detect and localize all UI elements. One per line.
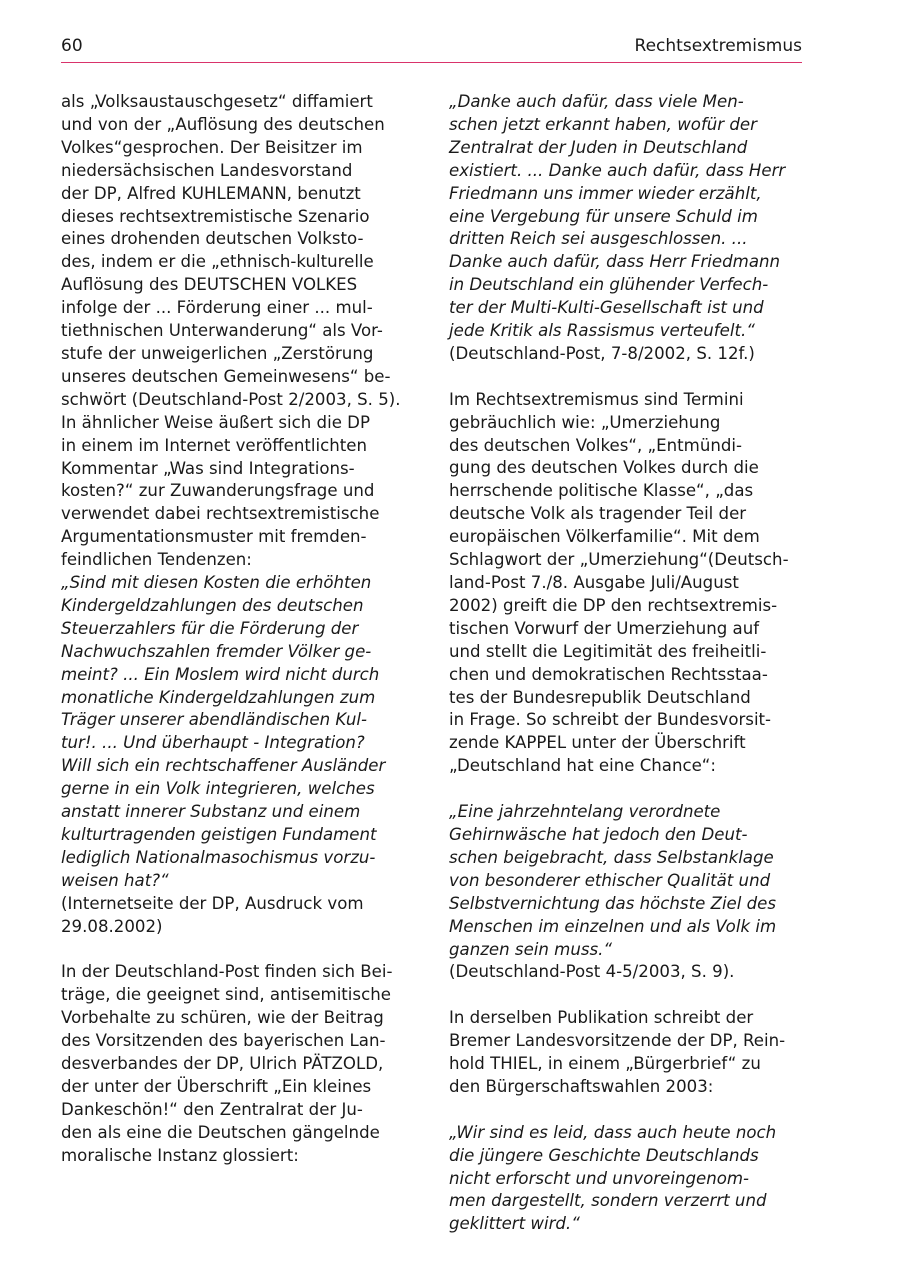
text-line: in Frage. So schreibt der Bundesvorsit- bbox=[449, 710, 772, 730]
text-line: 29.08.2002) bbox=[61, 916, 163, 936]
paragraph-gap bbox=[449, 778, 811, 801]
text-line: dieses rechtsextremistische Szenario bbox=[61, 206, 370, 226]
paragraph-gap bbox=[449, 366, 811, 389]
paragraph bbox=[449, 961, 811, 984]
text-line: gung des deutschen Volkes durch die bbox=[449, 458, 759, 478]
paragraph bbox=[61, 961, 421, 1167]
text-line: den als eine die Deutschen gängelnde bbox=[61, 1122, 380, 1142]
text-line: Volkes“gesprochen. Der Beisitzer im bbox=[61, 137, 363, 157]
text-line: Argumentationsmuster mit fremden- bbox=[61, 527, 367, 547]
text-line: Vorbehalte zu schüren, wie der Beitrag bbox=[61, 1008, 384, 1028]
text-line: ganzen sein muss.“ bbox=[449, 939, 613, 959]
text-line: tischen Vorwurf der Umerziehung auf bbox=[449, 618, 760, 638]
text-line: schen beigebracht, dass Selbstanklage bbox=[449, 847, 774, 867]
text-line: verwendet dabei rechtsextremistische bbox=[61, 504, 380, 524]
text-line: „Danke auch dafür, dass viele Men- bbox=[449, 92, 744, 111]
text-line: träge, die geeignet sind, antisemitische bbox=[61, 985, 391, 1005]
text-line: niedersächsischen Landesvorstand bbox=[61, 160, 353, 180]
text-line: „Wir sind es leid, dass auch heute noch bbox=[449, 1122, 777, 1142]
header-divider bbox=[61, 62, 802, 63]
text-line: der DP, Alfred KUHLEMANN, benutzt bbox=[61, 183, 361, 203]
left-column bbox=[61, 91, 421, 1168]
text-line: feindlichen Tendenzen: bbox=[61, 550, 252, 570]
text-line: den Bürgerschaftswahlen 2003: bbox=[449, 1076, 714, 1096]
text-line: und stellt die Legitimität des freiheitli- bbox=[449, 641, 767, 661]
text-line: Kindergeldzahlungen des deutschen bbox=[61, 595, 364, 615]
text-line: lediglich Nationalmasochismus vorzu- bbox=[61, 847, 376, 867]
text-line: europäischen Völkerfamilie“. Mit dem bbox=[449, 527, 760, 547]
text-line: eines drohenden deutschen Volksto- bbox=[61, 229, 364, 249]
text-line: eine Vergebung für unsere Schuld im bbox=[449, 206, 758, 226]
text-line: weisen hat?“ bbox=[61, 870, 169, 890]
text-line: (Deutschland-Post 4-5/2003, S. 9). bbox=[449, 962, 735, 982]
text-line: men dargestellt, sondern verzerrt und bbox=[449, 1191, 767, 1211]
text-line: Friedmann uns immer wieder erzählt, bbox=[449, 183, 762, 203]
running-title: Rechtsextremismus bbox=[634, 36, 802, 56]
paragraph bbox=[449, 1007, 811, 1099]
quotation bbox=[449, 1122, 811, 1237]
quotation bbox=[61, 572, 421, 893]
text-line: Kommentar „Was sind Integrations- bbox=[61, 458, 355, 478]
text-line: In der Deutschland-Post finden sich Bei- bbox=[61, 962, 393, 982]
text-line: herrschende politische Klasse“, „das bbox=[449, 481, 754, 501]
text-line: land-Post 7./8. Ausgabe Juli/August bbox=[449, 573, 739, 593]
text-line: unseres deutschen Gemeinwesens“ be- bbox=[61, 366, 391, 386]
text-line: „Deutschland hat eine Chance“: bbox=[449, 756, 716, 776]
text-line: nicht erforscht und unvoreingenom- bbox=[449, 1168, 750, 1188]
paragraph-gap bbox=[449, 984, 811, 1007]
paragraph bbox=[61, 893, 421, 939]
text-line: des Vorsitzenden des bayerischen Lan- bbox=[61, 1031, 386, 1051]
text-line: des deutschen Volkes“, „Entmündi- bbox=[449, 435, 742, 455]
text-line: ter der Multi-Kulti-Gesellschaft ist und bbox=[449, 298, 764, 318]
right-column bbox=[449, 91, 811, 1236]
quotation bbox=[449, 801, 811, 961]
text-line: Auflösung des DEUTSCHEN VOLKES bbox=[61, 275, 358, 295]
text-line: tes der Bundesrepublik Deutschland bbox=[449, 687, 751, 707]
paragraph bbox=[449, 343, 811, 366]
text-line: Steuerzahlers für die Förderung der bbox=[61, 618, 359, 638]
text-line: 2002) greift die DP den rechtsextremis- bbox=[449, 595, 778, 615]
text-line: dritten Reich sei ausgeschlossen. ... bbox=[449, 229, 748, 249]
text-line: meint? ... Ein Moslem wird nicht durch bbox=[61, 664, 380, 684]
text-line: Schlagwort der „Umerziehung“(Deutsch- bbox=[449, 550, 789, 570]
text-line: Im Rechtsextremismus sind Termini bbox=[449, 389, 744, 409]
text-line: Träger unserer abendländischen Kul- bbox=[61, 710, 367, 730]
paragraph-gap bbox=[449, 1099, 811, 1122]
text-line: kosten?“ zur Zuwanderungsfrage und bbox=[61, 481, 375, 501]
text-line: Danke auch dafür, dass Herr Friedmann bbox=[449, 252, 781, 272]
text-line: gebräuchlich wie: „Umerziehung bbox=[449, 412, 721, 432]
paragraph bbox=[449, 389, 811, 778]
text-line: Gehirnwäsche hat jedoch den Deut- bbox=[449, 824, 748, 844]
text-line: von besonderer ethischer Qualität und bbox=[449, 870, 771, 890]
text-line: gerne in ein Volk integrieren, welches bbox=[61, 779, 375, 799]
text-line: tiethnischen Unterwanderung“ als Vor- bbox=[61, 321, 383, 341]
text-line: stufe der unweigerlichen „Zerstörung bbox=[61, 343, 374, 363]
paragraph-gap bbox=[61, 939, 421, 962]
text-line: monatliche Kindergeldzahlungen zum bbox=[61, 687, 376, 707]
text-line: Zentralrat der Juden in Deutschland bbox=[449, 137, 748, 157]
page-number: 60 bbox=[61, 36, 83, 56]
text-line: Bremer Landesvorsitzende der DP, Rein- bbox=[449, 1031, 786, 1051]
text-line: Menschen im einzelnen und als Volk im bbox=[449, 916, 777, 936]
text-line: in Deutschland ein glühender Verfech- bbox=[449, 275, 769, 295]
text-line: chen und demokratischen Rechtsstaa- bbox=[449, 664, 768, 684]
text-line: hold THIEL, in einem „Bürgerbrief“ zu bbox=[449, 1054, 761, 1074]
page-header bbox=[61, 36, 802, 62]
text-line: geklittert wird.“ bbox=[449, 1214, 580, 1234]
text-line: schwört (Deutschland-Post 2/2003, S. 5). bbox=[61, 389, 401, 409]
text-line: tur!. ... Und überhaupt - Integration? bbox=[61, 733, 365, 753]
text-line: „Eine jahrzehntelang verordnete bbox=[449, 802, 721, 822]
text-line: moralische Instanz glossiert: bbox=[61, 1145, 299, 1165]
text-line: Will sich ein rechtschaffener Ausländer bbox=[61, 756, 386, 776]
text-line: der unter der Überschrift „Ein kleines bbox=[61, 1076, 372, 1096]
text-line: Dankeschön!“ den Zentralrat der Ju- bbox=[61, 1099, 363, 1119]
text-line: des, indem er die „ethnisch-kulturelle bbox=[61, 252, 374, 272]
text-line: „Sind mit diesen Kosten die erhöhten bbox=[61, 573, 372, 593]
text-line: schen jetzt erkannt haben, wofür der bbox=[449, 114, 757, 134]
text-line: deutsche Volk als tragender Teil der bbox=[449, 504, 747, 524]
text-line: anstatt innerer Substanz und einem bbox=[61, 802, 361, 822]
text-line: kulturtragenden geistigen Fundament bbox=[61, 825, 377, 844]
text-line: infolge der ... Förderung einer ... mul- bbox=[61, 298, 373, 318]
text-line: in einem im Internet veröffentlichten bbox=[61, 435, 367, 455]
text-line: jede Kritik als Rassismus verteufelt.“ bbox=[449, 321, 755, 341]
quotation bbox=[449, 91, 811, 343]
text-line: desverbandes der DP, Ulrich PÄTZOLD, bbox=[61, 1054, 384, 1074]
paragraph bbox=[61, 91, 421, 572]
text-line: (Deutschland-Post, 7-8/2002, S. 12f.) bbox=[449, 343, 755, 363]
text-line: als „Volksaustauschgesetz“ diffamiert bbox=[61, 92, 373, 111]
text-line: In ähnlicher Weise äußert sich die DP bbox=[61, 412, 370, 432]
text-line: und von der „Auflösung des deutschen bbox=[61, 114, 385, 134]
text-line: existiert. ... Danke auch dafür, dass Herr bbox=[449, 160, 786, 180]
text-line: Selbstvernichtung das höchste Ziel des bbox=[449, 893, 777, 913]
text-line: (Internetseite der DP, Ausdruck vom bbox=[61, 893, 364, 913]
text-line: die jüngere Geschichte Deutschlands bbox=[449, 1145, 759, 1165]
text-line: Nachwuchszahlen fremder Völker ge- bbox=[61, 641, 372, 661]
text-line: In derselben Publikation schreibt der bbox=[449, 1008, 754, 1028]
text-line: zende KAPPEL unter der Überschrift bbox=[449, 733, 746, 753]
